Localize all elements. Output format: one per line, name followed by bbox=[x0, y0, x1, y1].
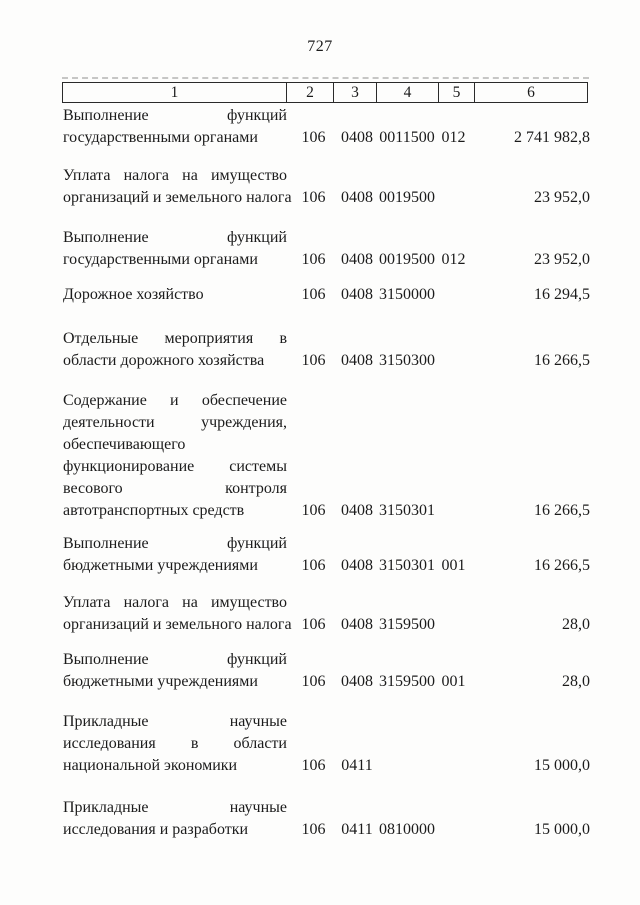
name-line-last: организаций и земельного налога bbox=[63, 616, 292, 633]
table-row bbox=[62, 649, 590, 693]
row-name-cell bbox=[62, 165, 292, 209]
amount-cell: 28,0 bbox=[562, 616, 590, 633]
name-line-justified: Уплата налога на имущество bbox=[63, 167, 287, 184]
row-name-cell bbox=[62, 592, 292, 636]
header-cell-1: 1 bbox=[170, 84, 179, 101]
section-code-cell: 0408 bbox=[341, 673, 373, 690]
table-row bbox=[62, 533, 590, 577]
expense-type-code-cell: 012 bbox=[441, 251, 466, 268]
chapter-code-cell: 106 bbox=[301, 189, 326, 206]
name-line-last: организаций и земельного налога bbox=[63, 189, 292, 206]
amount-cell: 15 000,0 bbox=[534, 757, 590, 774]
name-line-justified: Прикладные научные bbox=[63, 799, 287, 816]
name-line-justified: Уплата налога на имущество bbox=[63, 594, 287, 611]
row-name-cell bbox=[62, 284, 287, 306]
name-line-justified: Выполнение функций bbox=[63, 107, 287, 124]
chapter-code-cell: 106 bbox=[301, 251, 326, 268]
scan-artifact-line bbox=[62, 77, 589, 79]
section-code-cell: 0408 bbox=[341, 286, 373, 303]
name-line-justified: весового контроля bbox=[63, 480, 287, 497]
name-line-justified: Выполнение функций bbox=[63, 535, 287, 552]
table-row bbox=[62, 328, 590, 372]
chapter-code-cell: 106 bbox=[301, 616, 326, 633]
name-line-last: национальной экономики bbox=[63, 757, 238, 774]
row-name-cell bbox=[62, 649, 287, 693]
section-code-cell: 0408 bbox=[341, 616, 373, 633]
section-code-cell: 0408 bbox=[341, 352, 373, 369]
table-row bbox=[62, 390, 590, 522]
section-code-cell: 0408 bbox=[341, 129, 373, 146]
row-name-cell bbox=[62, 533, 287, 577]
row-name-cell bbox=[62, 390, 287, 522]
amount-cell: 2 741 982,8 bbox=[514, 129, 590, 146]
target-item-code-cell: 3150300 bbox=[379, 352, 435, 369]
name-line-last: государственными органами bbox=[63, 251, 258, 268]
header-cell-6: 6 bbox=[474, 83, 587, 102]
name-line-justified: обеспечивающего bbox=[63, 436, 186, 453]
amount-cell: 16 266,5 bbox=[534, 352, 590, 369]
name-line-last: бюджетными учреждениями bbox=[63, 557, 258, 574]
table-row bbox=[62, 592, 590, 636]
chapter-code-cell: 106 bbox=[301, 757, 326, 774]
section-code-cell: 0408 bbox=[341, 502, 373, 519]
row-name-cell bbox=[62, 328, 287, 372]
target-item-code-cell: 3159500 bbox=[379, 616, 435, 633]
chapter-code-cell: 106 bbox=[301, 821, 326, 838]
name-line-last: исследования и разработки bbox=[63, 821, 249, 838]
target-item-code-cell: 0019500 bbox=[379, 189, 435, 206]
section-code-cell: 0408 bbox=[341, 189, 373, 206]
target-item-code-cell: 0810000 bbox=[379, 821, 435, 838]
chapter-code-cell: 106 bbox=[301, 502, 326, 519]
section-code-cell: 0411 bbox=[341, 821, 373, 838]
row-name-cell bbox=[62, 797, 287, 841]
name-line-last: области дорожного хозяйства bbox=[63, 352, 265, 369]
row-name-cell bbox=[62, 711, 287, 777]
table-row bbox=[62, 165, 590, 209]
section-code-cell: 0408 bbox=[341, 251, 373, 268]
chapter-code-cell: 106 bbox=[301, 352, 326, 369]
name-line-justified: функционирование системы bbox=[63, 458, 287, 475]
header-cell-4: 4 bbox=[376, 83, 438, 102]
name-line-justified: деятельности учреждения, bbox=[63, 414, 287, 431]
table-header-row bbox=[62, 82, 588, 103]
amount-cell: 15 000,0 bbox=[534, 821, 590, 838]
table-row bbox=[62, 284, 590, 306]
amount-cell: 28,0 bbox=[562, 673, 590, 690]
table-row bbox=[62, 227, 590, 271]
target-item-code-cell: 3150000 bbox=[379, 286, 435, 303]
header-cell-3: 3 bbox=[333, 83, 376, 102]
row-name-cell bbox=[62, 227, 287, 271]
row-name-cell bbox=[62, 105, 287, 149]
name-line-last: государственными органами bbox=[63, 129, 258, 146]
section-code-cell: 0408 bbox=[341, 557, 373, 574]
amount-cell: 16 266,5 bbox=[534, 502, 590, 519]
chapter-code-cell: 106 bbox=[301, 557, 326, 574]
expense-type-code-cell: 001 bbox=[441, 557, 466, 574]
name-line-justified: Выполнение функций bbox=[63, 229, 287, 246]
name-line-justified: Прикладные научные bbox=[63, 713, 287, 730]
chapter-code-cell: 106 bbox=[301, 129, 326, 146]
name-line-justified: Отдельные мероприятия в bbox=[63, 330, 287, 347]
header-cell-5: 5 bbox=[438, 83, 474, 102]
table-row bbox=[62, 797, 590, 841]
amount-cell: 23 952,0 bbox=[534, 189, 590, 206]
target-item-code-cell: 3159500 bbox=[379, 673, 435, 690]
name-line-justified: исследования в области bbox=[63, 735, 287, 752]
amount-cell: 23 952,0 bbox=[534, 251, 590, 268]
section-code-cell: 0411 bbox=[341, 757, 373, 774]
chapter-code-cell: 106 bbox=[301, 286, 326, 303]
table-row bbox=[62, 105, 590, 149]
expense-type-code-cell: 012 bbox=[441, 129, 466, 146]
page-number: 727 bbox=[307, 38, 333, 55]
target-item-code-cell: 3150301 bbox=[379, 502, 435, 519]
table-row bbox=[62, 711, 590, 777]
expense-type-code-cell: 001 bbox=[441, 673, 466, 690]
target-item-code-cell: 0011500 bbox=[379, 129, 435, 146]
name-line-justified: Содержание и обеспечение bbox=[63, 392, 287, 409]
target-item-code-cell: 0019500 bbox=[379, 251, 435, 268]
target-item-code-cell: 3150301 bbox=[379, 557, 435, 574]
amount-cell: 16 266,5 bbox=[534, 557, 590, 574]
amount-cell: 16 294,5 bbox=[534, 286, 590, 303]
name-line-last: Дорожное хозяйство bbox=[63, 286, 204, 303]
table-body bbox=[62, 102, 590, 841]
name-line-justified: Выполнение функций bbox=[63, 651, 287, 668]
header-cell-2: 2 bbox=[286, 83, 333, 102]
chapter-code-cell: 106 bbox=[301, 673, 326, 690]
name-line-last: бюджетными учреждениями bbox=[63, 673, 258, 690]
name-line-last: автотранспортных средств bbox=[63, 502, 245, 519]
